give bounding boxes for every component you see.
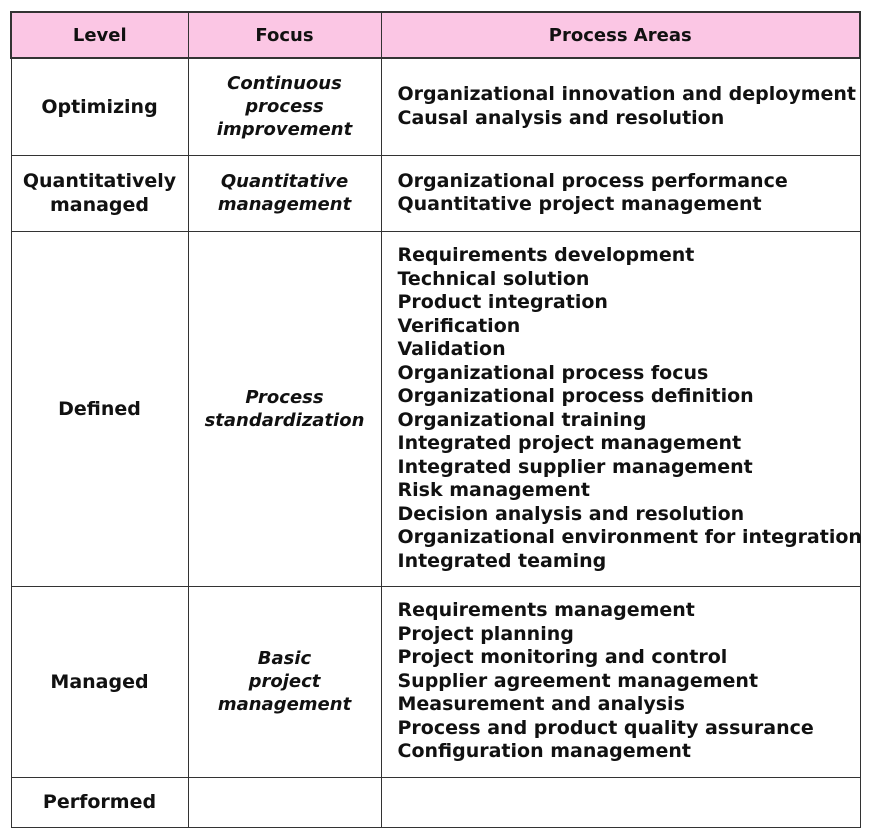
table-row [11,231,860,586]
process-areas-cell [381,58,860,155]
process-area: Validation [397,338,506,361]
process-areas-cell [381,586,860,777]
level-label: Optimizing [41,95,158,118]
level-cell [11,777,188,827]
process-area: Process and product quality assurance [397,716,814,739]
header-process-areas: Process Areas [381,12,860,58]
focus-label: Continuous process improvement [216,73,353,141]
process-area: Causal analysis and resolution [397,106,725,129]
level-cell [11,155,188,231]
process-area: Project planning [397,622,574,645]
process-area: Organizational innovation and deployment [397,83,856,106]
process-area: Project monitoring and control [397,646,728,669]
table-row [11,58,860,155]
process-area: Organizational environment for integration [397,526,862,549]
level-label: Defined [58,397,141,420]
focus-cell [188,586,381,777]
process-areas-cell [381,231,860,586]
process-area: Integrated project management [397,432,742,455]
process-area: Supplier agreement management [397,669,759,692]
process-area: Verification [397,314,521,337]
level-label: Performed [42,791,157,814]
process-area: Organizational training [397,408,647,431]
cmmi-maturity-table [10,11,861,828]
process-area: Measurement and analysis [397,693,685,716]
process-area: Product integration [397,291,608,314]
process-area: Configuration management [397,740,691,763]
process-area: Integrated supplier management [397,455,753,478]
focus-cell [188,231,381,586]
level-cell [11,231,188,586]
focus-cell [188,777,381,827]
process-area: Decision analysis and resolution [397,502,745,525]
table-row [11,155,860,231]
process-area: Technical solution [397,267,590,290]
process-areas-cell [381,777,860,827]
level-label: Managed [50,670,149,693]
header-level: Level [11,12,188,58]
table-row [11,777,860,827]
process-area: Requirements development [397,244,695,267]
header-focus: Focus [188,12,381,58]
focus-label: Basic project management [217,648,352,716]
focus-label: Quantitative management [217,171,352,216]
focus-cell [188,58,381,155]
process-area: Organizational process definition [397,385,754,408]
table-header-row [11,12,860,58]
process-area: Requirements management [397,599,695,622]
level-cell [11,586,188,777]
process-area: Organizational process focus [397,361,709,384]
process-area: Quantitative project management [397,193,762,216]
focus-cell [188,155,381,231]
level-cell [11,58,188,155]
level-label: Quantitatively managed [22,170,177,217]
process-areas-cell [381,155,860,231]
focus-label: Process standardization [204,386,365,431]
table-row [11,586,860,777]
process-area: Risk management [397,479,590,502]
process-area: Integrated teaming [397,549,607,572]
process-area: Organizational process performance [397,169,788,192]
